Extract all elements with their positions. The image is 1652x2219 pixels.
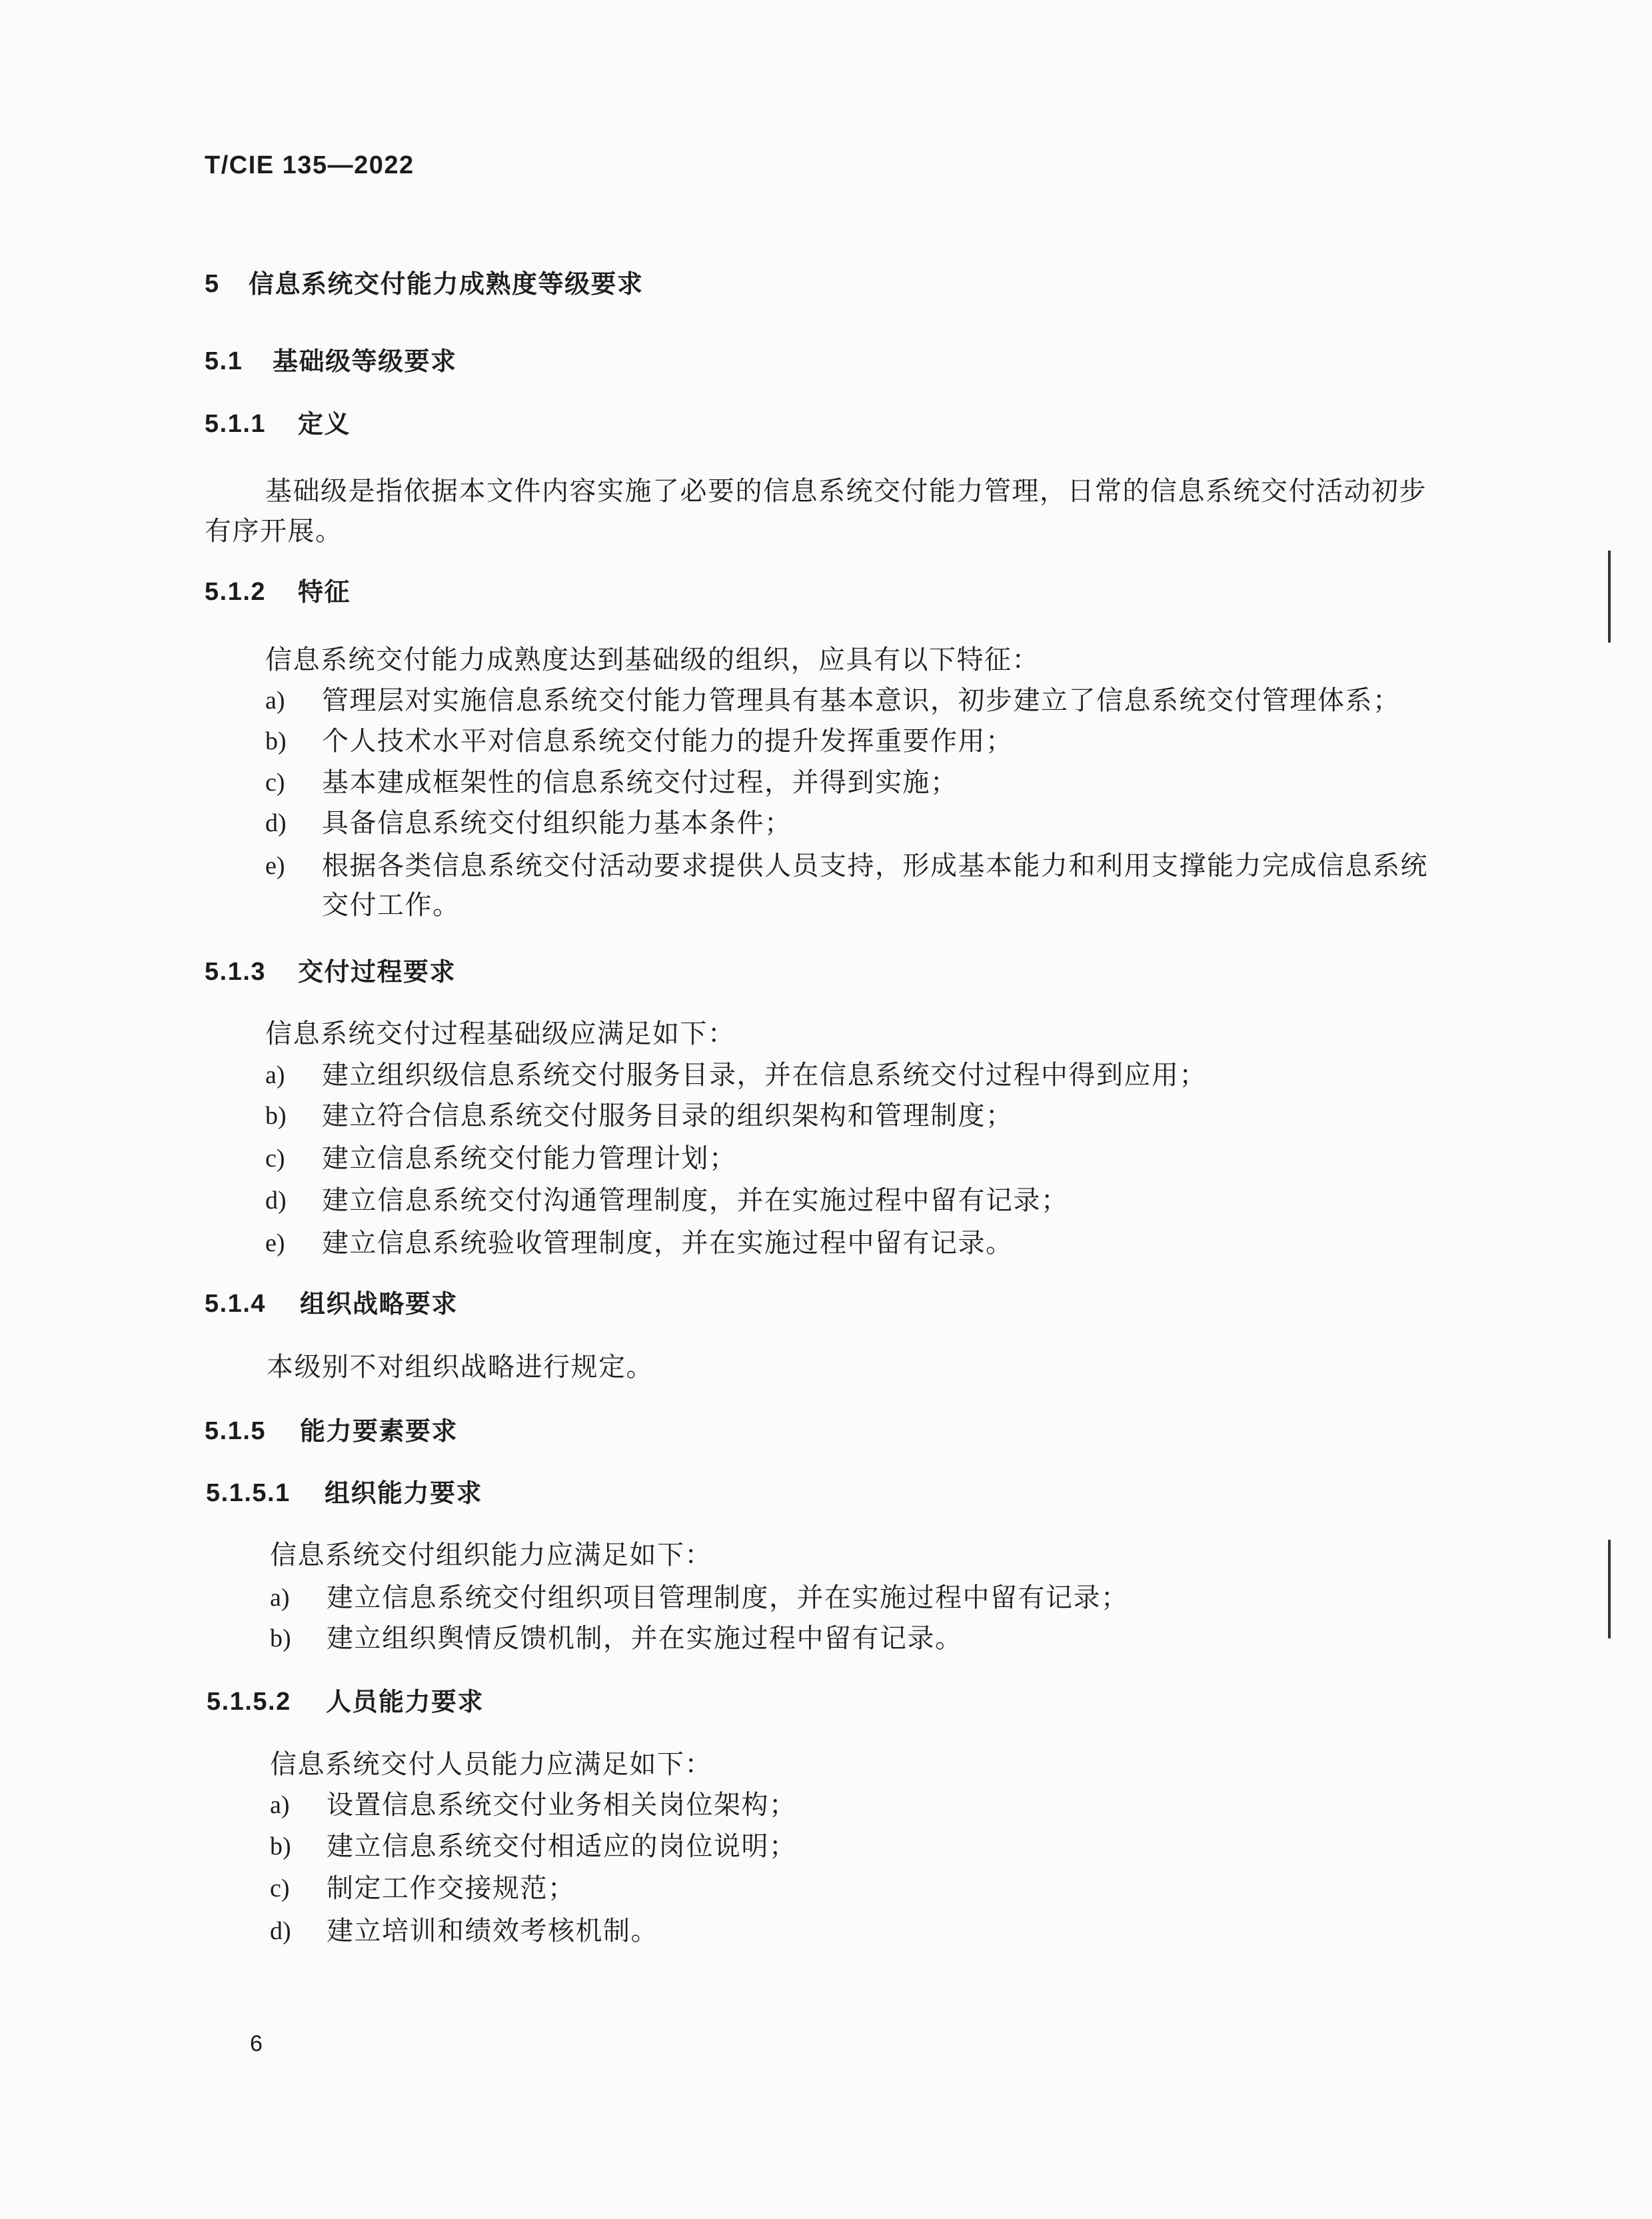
list-item: 建立信息系统交付组织项目管理制度，并在实施过程中留有记录； bbox=[327, 1582, 1129, 1613]
section-number: 5.1.1 bbox=[205, 410, 267, 438]
scan-mark bbox=[1608, 551, 1611, 643]
list-item: 个人技术水平对信息系统交付能力的提升发挥重要作用； bbox=[322, 726, 1014, 757]
page-number: 6 bbox=[250, 2031, 264, 2056]
list-item: 建立信息系统验收管理制度，并在实施过程中留有记录。 bbox=[322, 1228, 1014, 1258]
document-id: T/CIE 135—2022 bbox=[205, 151, 414, 179]
list-label: c) bbox=[270, 1874, 290, 1902]
section-number: 5 bbox=[205, 270, 220, 298]
list-intro: 信息系统交付能力成熟度达到基础级的组织，应具有以下特征： bbox=[265, 645, 1040, 675]
list-item: 制定工作交接规范； bbox=[327, 1873, 576, 1904]
section-title: 组织能力要求 bbox=[325, 1478, 483, 1508]
section-title: 能力要素要求 bbox=[300, 1416, 458, 1446]
list-label: e) bbox=[265, 852, 285, 880]
section-title: 人员能力要求 bbox=[326, 1687, 484, 1716]
list-label: c) bbox=[265, 1144, 285, 1172]
list-label: b) bbox=[265, 727, 287, 755]
list-item: 建立组织舆情反馈机制，并在实施过程中留有记录。 bbox=[327, 1623, 963, 1654]
section-number: 5.1.2 bbox=[205, 578, 267, 606]
list-item: 建立组织级信息系统交付服务目录，并在信息系统交付过程中得到应用； bbox=[322, 1060, 1207, 1091]
list-item: 设置信息系统交付业务相关岗位架构； bbox=[327, 1790, 797, 1820]
list-item: 建立信息系统交付相适应的岗位说明； bbox=[327, 1831, 797, 1862]
list-item: 管理层对实施信息系统交付能力管理具有基本意识，初步建立了信息系统交付管理体系； bbox=[322, 685, 1401, 716]
paragraph-line: 有序开展。 bbox=[205, 516, 343, 547]
list-item: 建立信息系统交付沟通管理制度，并在实施过程中留有记录； bbox=[322, 1185, 1069, 1216]
list-item: 具备信息系统交付组织能力基本条件； bbox=[322, 808, 792, 839]
section-number: 5.1.4 bbox=[205, 1290, 267, 1318]
section-number: 5.1.5.2 bbox=[207, 1688, 291, 1716]
list-item: 建立信息系统交付能力管理计划； bbox=[322, 1143, 737, 1174]
list-item: 基本建成框架性的信息系统交付过程，并得到实施； bbox=[322, 767, 958, 798]
section-title: 信息系统交付能力成熟度等级要求 bbox=[249, 269, 644, 299]
list-label: b) bbox=[265, 1102, 287, 1130]
paragraph-line: 本级别不对组织战略进行规定。 bbox=[267, 1352, 654, 1382]
list-item-continuation: 交付工作。 bbox=[322, 890, 460, 921]
section-number: 5.1.5.1 bbox=[206, 1479, 291, 1507]
list-label: b) bbox=[270, 1832, 291, 1860]
list-label: a) bbox=[265, 1061, 285, 1089]
paragraph-line: 基础级是指依据本文件内容实施了必要的信息系统交付能力管理，日常的信息系统交付活动初步 bbox=[265, 476, 1427, 507]
list-label: d) bbox=[265, 1186, 287, 1214]
list-label: a) bbox=[265, 687, 285, 715]
section-number: 5.1.3 bbox=[205, 958, 267, 986]
section-title: 交付过程要求 bbox=[298, 957, 456, 987]
list-label: d) bbox=[270, 1917, 291, 1945]
list-intro: 信息系统交付组织能力应满足如下： bbox=[270, 1540, 712, 1570]
list-item: 建立培训和绩效考核机制。 bbox=[327, 1916, 658, 1946]
section-number: 5.1.5 bbox=[205, 1417, 267, 1445]
list-intro: 信息系统交付人员能力应满足如下： bbox=[270, 1749, 712, 1780]
list-label: b) bbox=[270, 1624, 291, 1652]
scan-mark bbox=[1608, 1540, 1611, 1638]
section-title: 基础级等级要求 bbox=[273, 347, 457, 376]
list-label: a) bbox=[270, 1791, 290, 1819]
section-number: 5.1 bbox=[205, 347, 243, 375]
list-intro: 信息系统交付过程基础级应满足如下： bbox=[265, 1019, 736, 1049]
list-item: 建立符合信息系统交付服务目录的组织架构和管理制度； bbox=[322, 1101, 1014, 1131]
list-label: d) bbox=[265, 809, 287, 837]
list-item: 根据各类信息系统交付活动要求提供人员支持，形成基本能力和利用支撑能力完成信息系统 bbox=[322, 851, 1428, 881]
section-title: 定义 bbox=[298, 409, 351, 439]
section-title: 组织战略要求 bbox=[300, 1289, 458, 1318]
section-title: 特征 bbox=[298, 577, 351, 607]
list-label: e) bbox=[265, 1229, 285, 1257]
list-label: c) bbox=[265, 769, 285, 797]
list-label: a) bbox=[270, 1584, 290, 1612]
